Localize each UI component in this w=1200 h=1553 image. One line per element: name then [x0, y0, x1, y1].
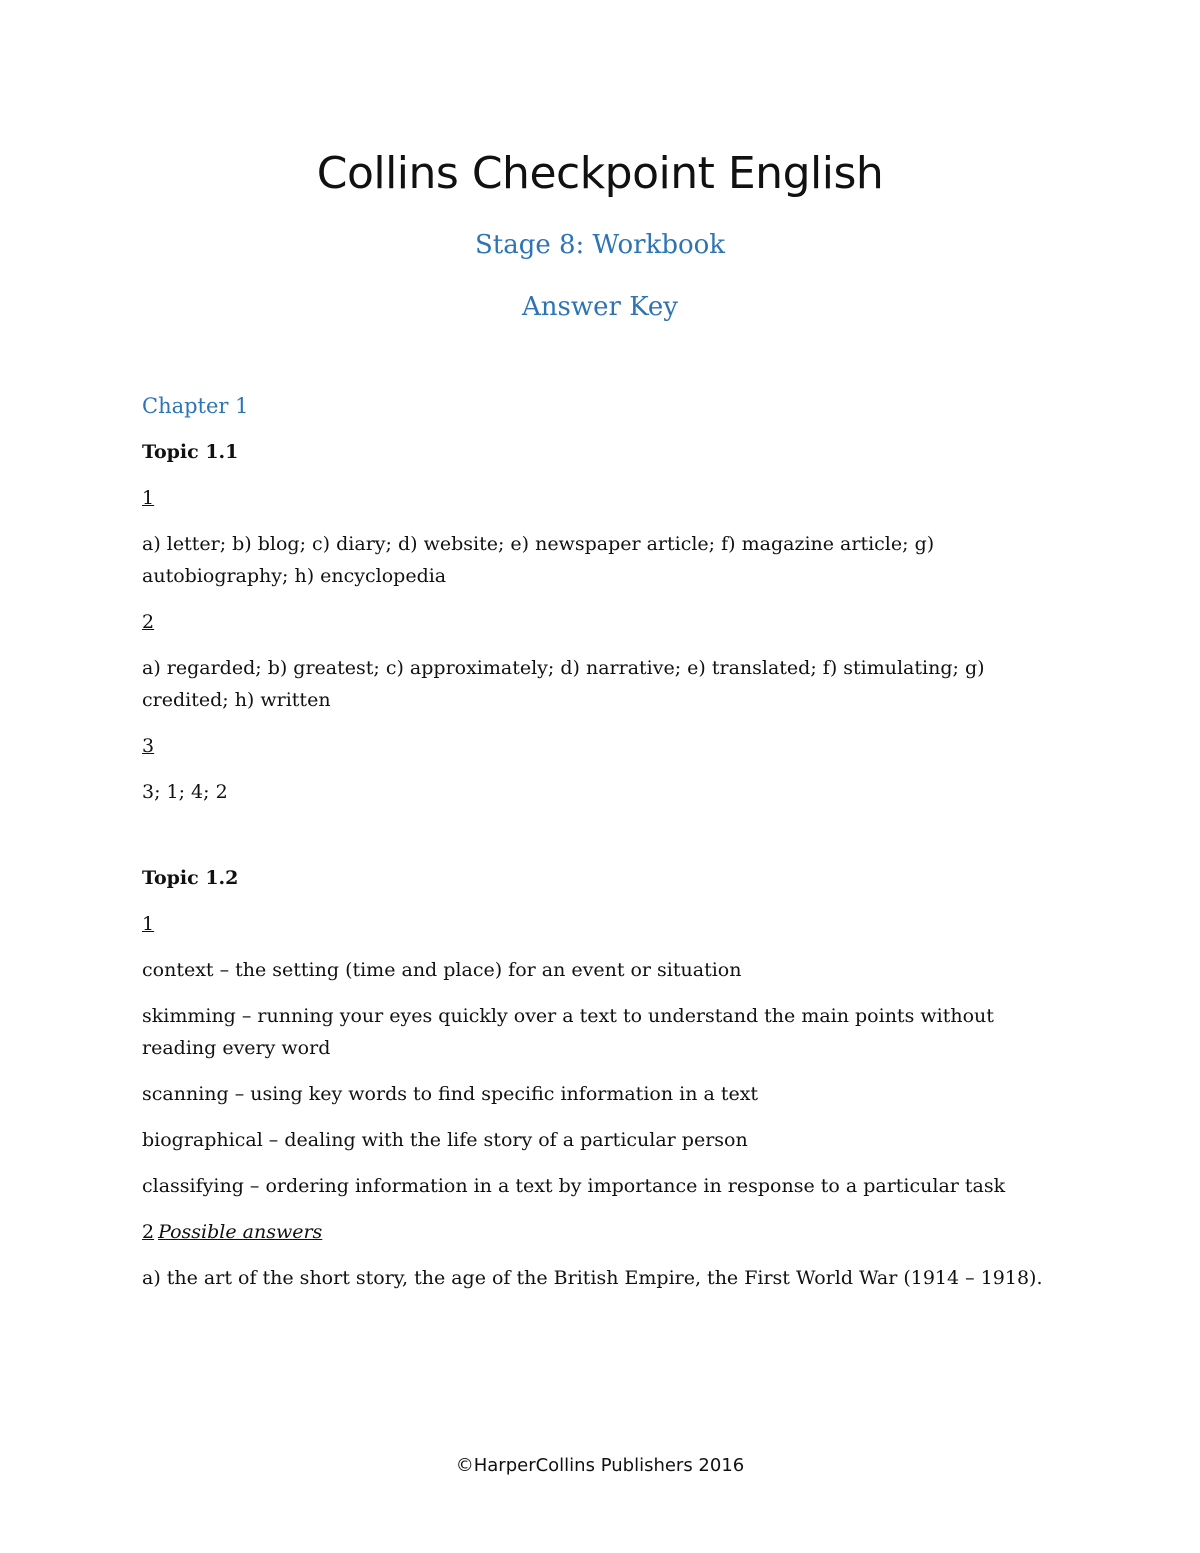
question-number — [142, 606, 1052, 638]
answer-text: a) the art of the short story, the age of the British Empire, the First World War (1914 – 1918). — [142, 1267, 1043, 1289]
document-subtitle-answer-key: Answer Key — [522, 292, 678, 322]
answer-text: 3; 1; 4; 2 — [142, 781, 228, 803]
definition-line: scanning – using key words to find specific information in a text — [142, 1083, 759, 1105]
question-number-text: 1 — [142, 913, 155, 935]
definition-line: context – the setting (time and place) for an event or situation — [142, 959, 742, 981]
chapter-heading: Chapter 1 — [142, 394, 249, 418]
question-number-text: 3 — [142, 735, 155, 757]
document-subtitle: Stage 8: Workbook — [474, 230, 726, 260]
topic-heading: Topic 1.2 — [142, 867, 239, 889]
spacer — [142, 822, 1052, 862]
question-number — [142, 730, 1052, 762]
question-number — [142, 1216, 1052, 1248]
definition-line: biographical – dealing with the life story of a particular person — [142, 1129, 748, 1151]
question-number-text: 2 — [142, 1221, 155, 1243]
answer-text: a) letter; b) blog; c) diary; d) website; e) newspaper article; f) magazine article; g) autobiography; h) encyclopedia — [142, 533, 935, 587]
topic-heading: Topic 1.1 — [142, 441, 239, 463]
definition-line: classifying – ordering information in a text by importance in response to a particular task — [142, 1175, 1006, 1197]
document-title: Collins Checkpoint English — [316, 148, 884, 199]
question-number — [142, 482, 1052, 514]
question-number-text: 1 — [142, 487, 155, 509]
definition-line: skimming – running your eyes quickly over a text to understand the main points without reading every word — [142, 1005, 994, 1059]
copyright-footer: ©HarperCollins Publishers 2016 — [455, 1455, 745, 1476]
answer-text: a) regarded; b) greatest; c) approximately; d) narrative; e) translated; f) stimulating; g) credited; h) written — [142, 657, 985, 711]
question-number — [142, 908, 1052, 940]
question-number-text: 2 — [142, 611, 155, 633]
answer-content — [142, 390, 1052, 1308]
possible-answers-note: Possible answers — [158, 1221, 323, 1243]
